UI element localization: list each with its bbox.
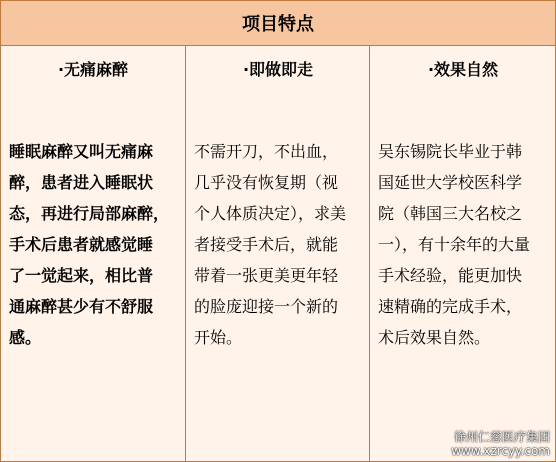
watermark-url: www.xzrcyy.com — [451, 444, 550, 458]
column-walk-in-walk-out — [185, 46, 370, 461]
column-title: ·即做即走 — [242, 60, 314, 79]
watermark-name: 徐州仁慈医疗集团 — [453, 430, 550, 444]
column-natural-effect — [369, 46, 556, 461]
watermark — [451, 430, 550, 458]
column-title: ·无痛麻醉 — [57, 60, 129, 79]
table-header — [1, 1, 555, 46]
column-body: 吴东锡院长毕业于韩 国延世大学校医科学 院（韩国三大名校之 一），有十余年的大量 手术经验，能更加快 速精确的完成手术， 术后效果自然。 — [378, 142, 531, 347]
column-body: 睡眠麻醉又叫无痛麻 醉，患者进入睡眠状 态，再进行局部麻醉， 手术后患者就感觉睡 了一觉起来，相比普 通麻醉甚少有不舒服 感。 — [9, 142, 170, 347]
table-title: 项目特点 — [242, 14, 314, 35]
column-title: ·效果自然 — [427, 60, 499, 79]
column-painless-anesthesia — [1, 46, 185, 461]
column-body: 不需开刀，不出血， 几乎没有恢复期（视 个人体质决定），求美 者接受手术后，就能 带着一张更美更年轻 的脸庞迎接一个新的 开始。 — [194, 142, 347, 347]
